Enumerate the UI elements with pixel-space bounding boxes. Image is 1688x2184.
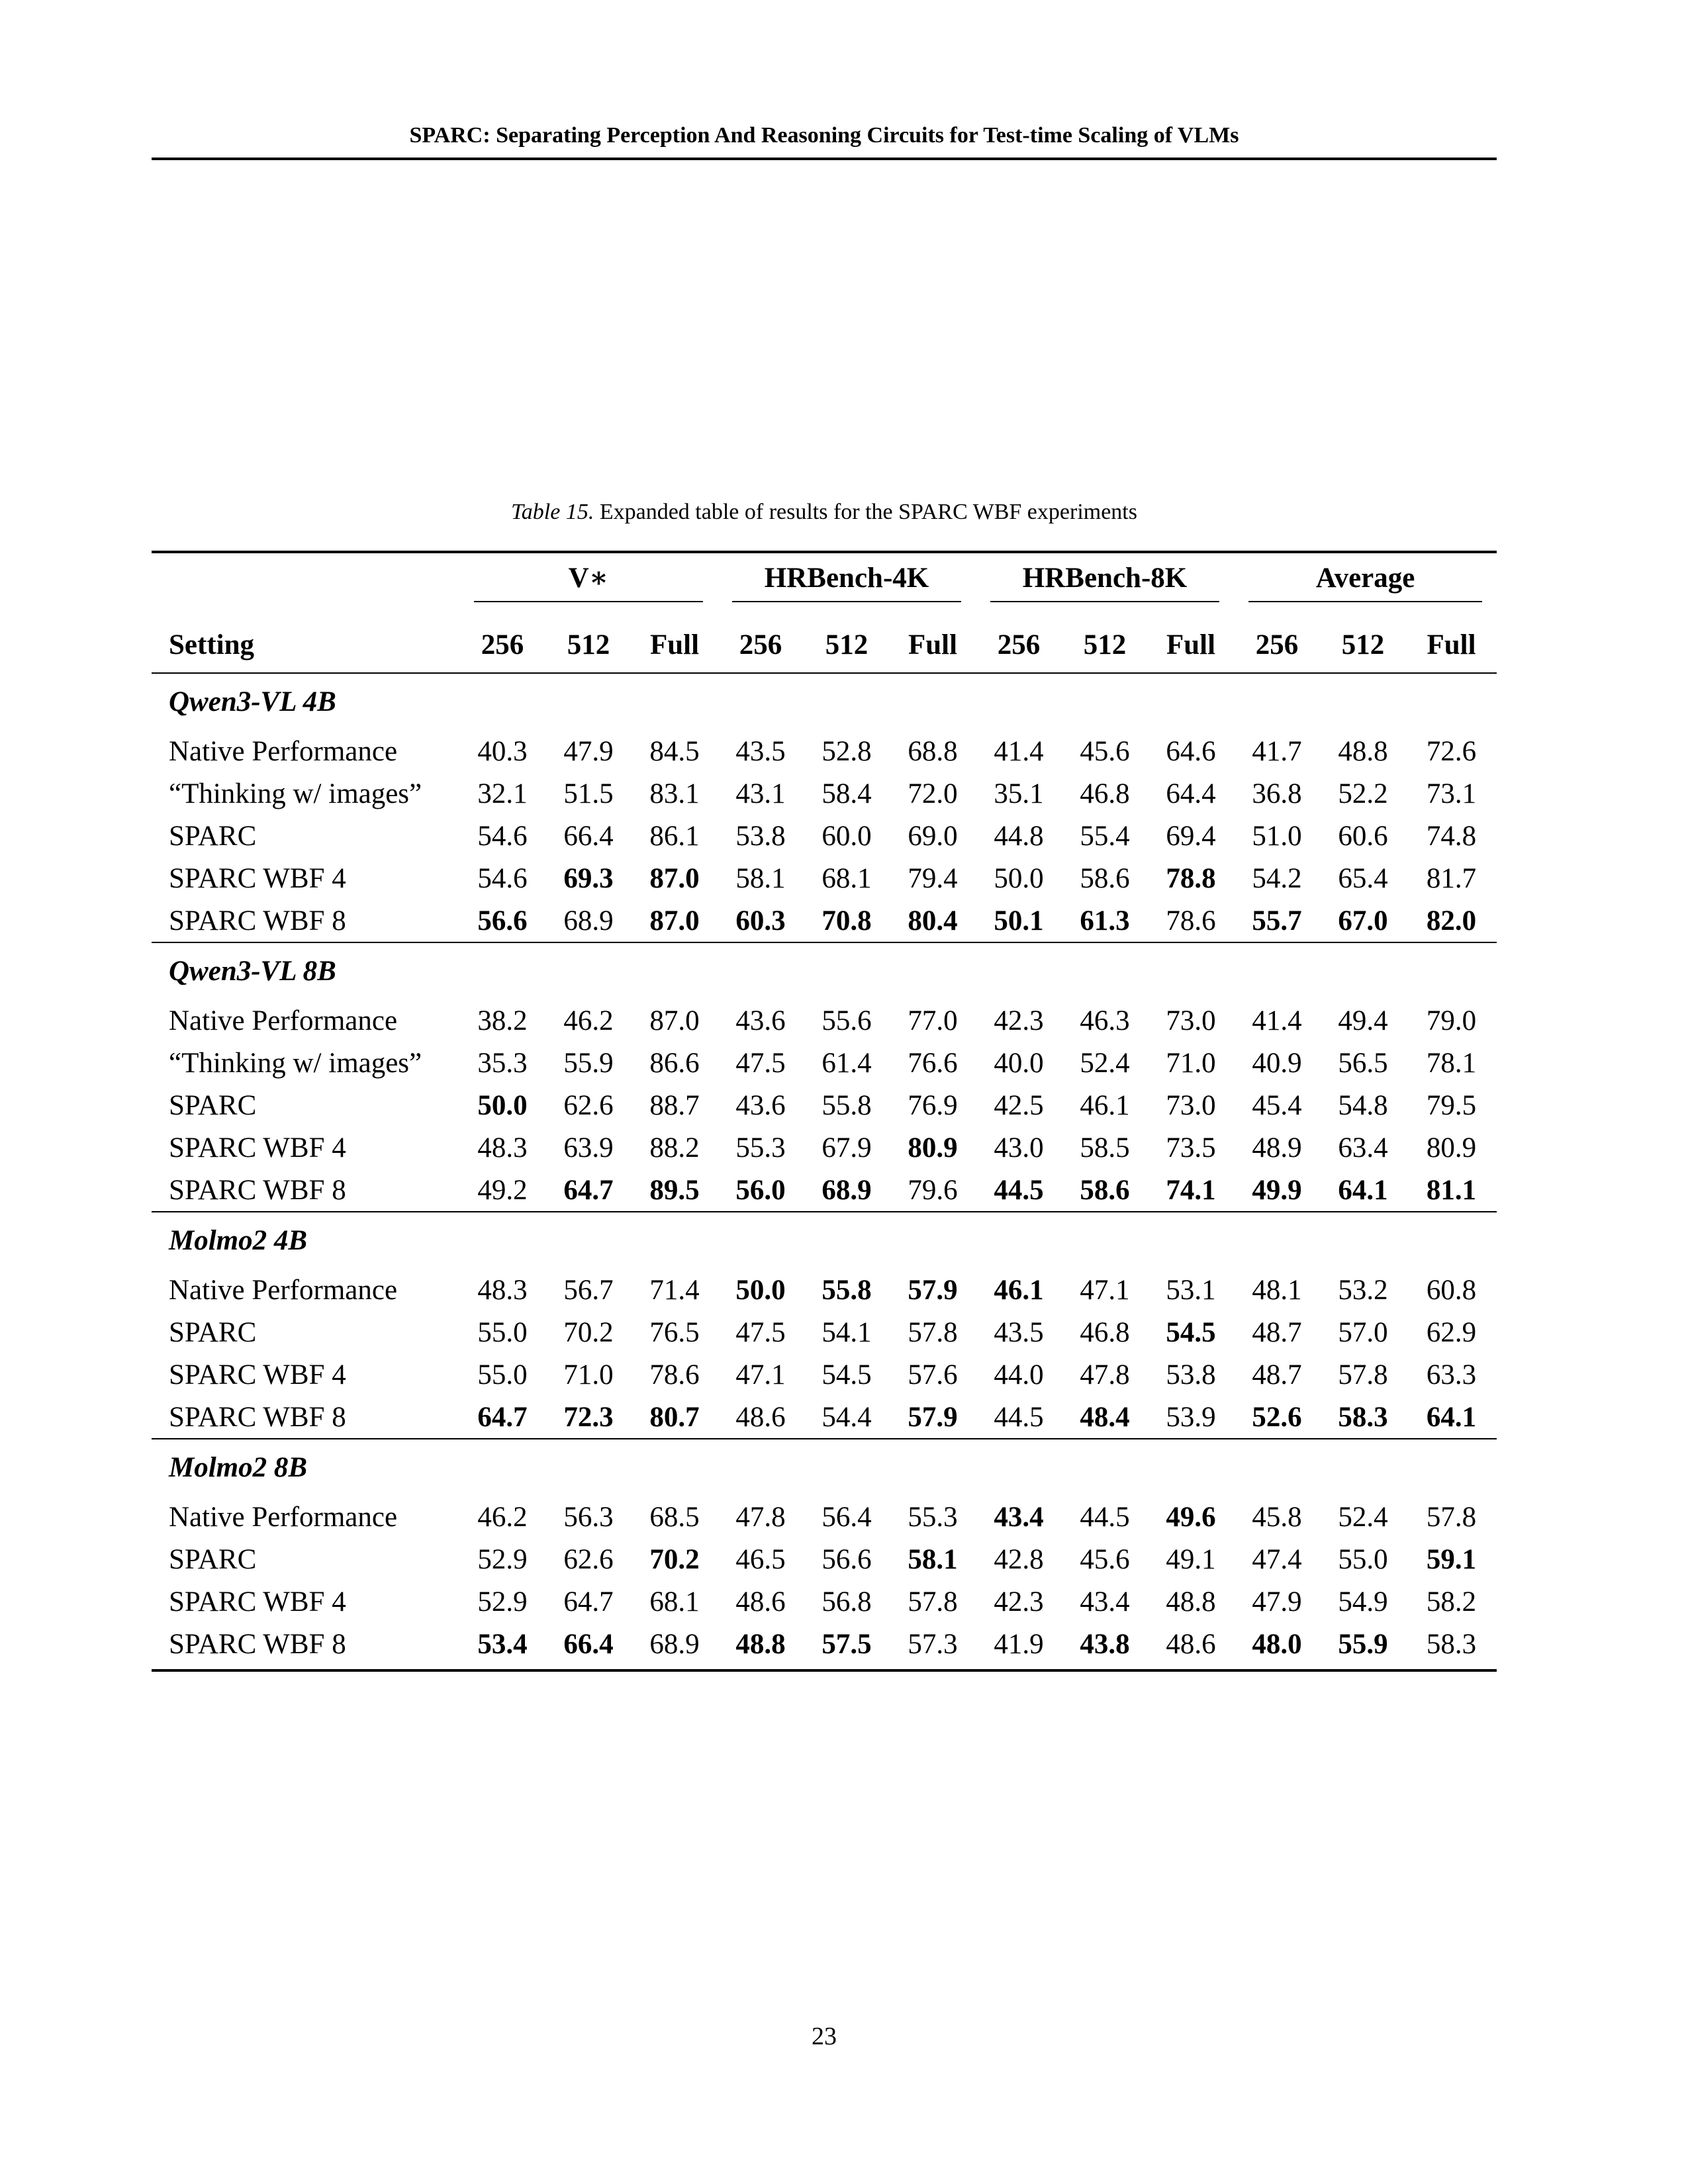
table-cell: 54.5	[1166, 1316, 1216, 1348]
table-cell: 66.4	[545, 1623, 632, 1670]
table-cell: 60.8	[1426, 1274, 1477, 1306]
table-cell: 83.1	[649, 778, 700, 809]
table-cell: 62.9	[1426, 1316, 1477, 1348]
table-cell: 64.7	[563, 1586, 614, 1617]
table-cell: 69.4	[1166, 820, 1216, 852]
table-cell: 46.8	[1080, 778, 1130, 809]
table-cell: 68.9	[821, 1174, 872, 1206]
table-cell: 52.9	[477, 1543, 528, 1575]
table-cell: 87.0	[649, 1005, 700, 1036]
table-cell: 88.7	[649, 1089, 700, 1121]
table-cell: 58.1	[908, 1543, 958, 1575]
table-cell: 52.8	[821, 735, 872, 767]
table-cell: 76.6	[908, 1047, 958, 1079]
table-cell: 67.0	[1338, 905, 1388, 936]
table-cell: 43.5	[735, 735, 786, 767]
table-cell: 48.4	[1080, 1401, 1130, 1433]
table-row	[152, 899, 1497, 942]
section-title: Qwen3-VL 4B	[152, 673, 1497, 730]
table-cell: 44.5	[994, 1401, 1044, 1433]
table-cell: 46.3	[1080, 1005, 1130, 1036]
table-cell: 70.2	[649, 1543, 700, 1575]
table-cell: 69.3	[563, 862, 614, 894]
table-cell: 48.7	[1252, 1359, 1302, 1390]
table-cell: 82.0	[1426, 905, 1477, 936]
table-cell: 63.4	[1338, 1132, 1388, 1163]
table-cell: 56.8	[821, 1586, 872, 1617]
table-cell: 61.3	[1080, 905, 1130, 936]
table-cell: 68.9	[632, 1623, 718, 1670]
table-cell: 47.5	[735, 1047, 786, 1079]
table-cell: 55.0	[477, 1359, 528, 1390]
table-cell: 79.6	[908, 1174, 958, 1206]
table-cell: 32.1	[477, 778, 528, 809]
row-setting-label: SPARC WBF 4	[169, 862, 346, 894]
page-number: 23	[812, 2023, 837, 2050]
table-cell: 70.2	[563, 1316, 614, 1348]
table-row	[152, 1396, 1497, 1439]
table-cell: 69.0	[908, 820, 958, 852]
sub-header: 256	[739, 629, 782, 660]
sub-header: 512	[1083, 629, 1127, 660]
table-cell: 77.0	[908, 1005, 958, 1036]
table-cell: 58.3	[1338, 1401, 1388, 1433]
table-cell: 42.3	[994, 1005, 1044, 1036]
table-cell: 72.0	[908, 778, 958, 809]
table-cell: 64.6	[1166, 735, 1216, 767]
sub-header: 256	[1255, 629, 1299, 660]
table-cell: 54.9	[1338, 1586, 1388, 1617]
table-cell: 68.1	[649, 1586, 700, 1617]
table-cell: 73.1	[1426, 778, 1477, 809]
table-cell: 78.6	[649, 1359, 700, 1390]
table-row	[152, 1311, 1497, 1353]
caption-text: Expanded table of results for the SPARC WBF experiments	[599, 500, 1137, 524]
section-header-row	[152, 1212, 1497, 1269]
table-cell: 43.4	[994, 1501, 1044, 1533]
table-cell: 48.7	[1252, 1316, 1302, 1348]
table-cell: 44.5	[1080, 1501, 1130, 1533]
table-cell: 48.3	[477, 1274, 528, 1306]
table-cell: 71.4	[649, 1274, 700, 1306]
table-cell: 58.1	[735, 862, 786, 894]
table-cell: 42.8	[994, 1543, 1044, 1575]
table-cell: 80.9	[908, 1132, 958, 1163]
section-title: Qwen3-VL 8B	[152, 942, 1497, 999]
row-setting-label: Native Performance	[169, 1501, 398, 1533]
table-cell: 55.8	[821, 1274, 872, 1306]
table-cell: 56.5	[1338, 1047, 1388, 1079]
table-cell: 49.6	[1166, 1501, 1216, 1533]
table-cell: 66.4	[563, 820, 614, 852]
table-cell: 81.1	[1426, 1174, 1477, 1206]
table-cell: 45.6	[1080, 735, 1130, 767]
table-cell: 78.1	[1426, 1047, 1477, 1079]
table-cell: 61.4	[821, 1047, 872, 1079]
table-cell: 42.3	[994, 1586, 1044, 1617]
table-cell: 54.5	[821, 1359, 872, 1390]
table-cell: 36.8	[1252, 778, 1302, 809]
table-cell: 72.6	[1426, 735, 1477, 767]
table-cell: 56.0	[735, 1174, 786, 1206]
table-row	[152, 815, 1497, 857]
table-cell: 84.5	[649, 735, 700, 767]
table-cell: 43.4	[1080, 1586, 1130, 1617]
table-cell: 48.1	[1252, 1274, 1302, 1306]
table-cell: 74.1	[1166, 1174, 1216, 1206]
table-cell: 56.4	[821, 1501, 872, 1533]
sub-header: 512	[1341, 629, 1385, 660]
table-cell: 48.8	[718, 1623, 804, 1670]
table-cell: 48.9	[1252, 1132, 1302, 1163]
results-table	[152, 551, 1497, 1672]
table-cell: 48.8	[1166, 1586, 1216, 1617]
table-cell: 86.1	[649, 820, 700, 852]
table-cell: 46.2	[563, 1005, 614, 1036]
table-cell: 63.3	[1426, 1359, 1477, 1390]
running-header: SPARC: Separating Perception And Reasoning Circuits for Test-time Scaling of VLMs	[409, 123, 1239, 148]
table-cell: 45.4	[1252, 1089, 1302, 1121]
row-setting-label: SPARC WBF 4	[169, 1132, 346, 1163]
group-header-average	[1234, 552, 1497, 617]
table-cell: 49.9	[1252, 1174, 1302, 1206]
table-cell: 47.8	[735, 1501, 786, 1533]
table-cell: 47.9	[1252, 1586, 1302, 1617]
table-cell: 49.1	[1166, 1543, 1216, 1575]
table-cell: 57.9	[908, 1274, 958, 1306]
table-cell: 41.4	[994, 735, 1044, 767]
section-title: Molmo2 4B	[152, 1212, 1497, 1269]
group-header-row	[152, 552, 1497, 617]
row-setting-label: SPARC	[169, 820, 257, 852]
group-header-label: HRBench-4K	[732, 562, 961, 602]
table-cell: 54.4	[821, 1401, 872, 1433]
table-cell: 46.5	[735, 1543, 786, 1575]
table-cell: 68.9	[563, 905, 614, 936]
table-cell: 87.0	[649, 862, 700, 894]
table-row	[152, 1496, 1497, 1538]
table-cell: 46.1	[1080, 1089, 1130, 1121]
table-cell: 52.2	[1338, 778, 1388, 809]
group-header-spacer	[152, 552, 459, 617]
group-header-hrbench8k	[976, 552, 1234, 617]
table-cell: 80.4	[908, 905, 958, 936]
table-cell: 72.3	[563, 1401, 614, 1433]
table-cell: 46.2	[477, 1501, 528, 1533]
table-cell: 79.5	[1426, 1089, 1477, 1121]
table-row	[152, 1538, 1497, 1580]
table-cell: 57.8	[1426, 1501, 1477, 1533]
table-cell: 47.9	[563, 735, 614, 767]
row-setting-label: “Thinking w/ images”	[169, 778, 422, 809]
table-cell: 76.9	[908, 1089, 958, 1121]
table-row	[152, 857, 1497, 899]
table-cell: 80.7	[649, 1401, 700, 1433]
table-cell: 47.5	[735, 1316, 786, 1348]
table-cell: 62.6	[563, 1543, 614, 1575]
table-cell: 50.0	[477, 1089, 528, 1121]
table-cell: 56.6	[821, 1543, 872, 1575]
row-setting-label: SPARC	[169, 1543, 257, 1575]
table-cell: 54.8	[1338, 1089, 1388, 1121]
table-cell: 54.6	[477, 820, 528, 852]
row-setting-label: SPARC WBF 8	[152, 1623, 459, 1670]
table-row	[152, 1623, 1497, 1670]
table-cell: 51.5	[563, 778, 614, 809]
table-cell: 71.0	[1166, 1047, 1216, 1079]
table-cell: 54.2	[1252, 862, 1302, 894]
table-cell: 48.0	[1234, 1623, 1320, 1670]
table-cell: 78.8	[1166, 862, 1216, 894]
table-cell: 64.7	[563, 1174, 614, 1206]
table-cell: 47.1	[1080, 1274, 1130, 1306]
group-header-label: V∗	[474, 561, 703, 602]
table-cell: 79.0	[1426, 1005, 1477, 1036]
table-cell: 47.8	[1080, 1359, 1130, 1390]
table-caption	[152, 500, 1497, 525]
table-cell: 55.0	[1338, 1543, 1388, 1575]
table-cell: 68.5	[649, 1501, 700, 1533]
table-row	[152, 999, 1497, 1042]
table-cell: 44.0	[994, 1359, 1044, 1390]
table-cell: 50.0	[735, 1274, 786, 1306]
table-cell: 55.9	[1320, 1623, 1406, 1670]
row-setting-label: SPARC	[169, 1089, 257, 1121]
table-cell: 43.6	[735, 1005, 786, 1036]
table-cell: 64.1	[1426, 1401, 1477, 1433]
table-cell: 43.1	[735, 778, 786, 809]
sub-header-row	[152, 617, 1497, 673]
table-cell: 68.1	[821, 862, 872, 894]
table-row	[152, 1169, 1497, 1212]
table-cell: 57.5	[804, 1623, 890, 1670]
table-cell: 57.6	[908, 1359, 958, 1390]
table-cell: 57.9	[908, 1401, 958, 1433]
table-cell: 47.4	[1252, 1543, 1302, 1575]
table-cell: 41.9	[976, 1623, 1062, 1670]
table-cell: 55.0	[477, 1316, 528, 1348]
group-header-vstar	[459, 552, 718, 617]
table-cell: 55.3	[735, 1132, 786, 1163]
row-setting-label: Native Performance	[169, 1274, 398, 1306]
table-cell: 47.1	[735, 1359, 786, 1390]
table-cell: 52.9	[477, 1586, 528, 1617]
table-cell: 56.7	[563, 1274, 614, 1306]
table-cell: 46.8	[1080, 1316, 1130, 1348]
table-cell: 63.9	[563, 1132, 614, 1163]
table-cell: 58.2	[1426, 1586, 1477, 1617]
table-cell: 43.8	[1062, 1623, 1148, 1670]
table-row	[152, 1353, 1497, 1396]
table-cell: 88.2	[649, 1132, 700, 1163]
table-cell: 80.9	[1426, 1132, 1477, 1163]
table-cell: 46.1	[994, 1274, 1044, 1306]
table-cell: 44.5	[994, 1174, 1044, 1206]
table-cell: 55.6	[821, 1005, 872, 1036]
row-setting-label: Native Performance	[169, 735, 398, 767]
table-cell: 52.4	[1338, 1501, 1388, 1533]
row-setting-label: SPARC WBF 4	[169, 1586, 346, 1617]
table-cell: 59.1	[1426, 1543, 1477, 1575]
section-title: Molmo2 8B	[152, 1439, 1497, 1496]
table-cell: 53.4	[459, 1623, 545, 1670]
table-cell: 48.6	[735, 1586, 786, 1617]
section-header-row	[152, 942, 1497, 999]
row-setting-label: SPARC WBF 8	[169, 1174, 346, 1206]
table-cell: 62.6	[563, 1089, 614, 1121]
table-cell: 58.5	[1080, 1132, 1130, 1163]
table-cell: 78.6	[1166, 905, 1216, 936]
table-cell: 53.1	[1166, 1274, 1216, 1306]
table-cell: 55.3	[908, 1501, 958, 1533]
table-cell: 54.6	[477, 862, 528, 894]
table-cell: 43.6	[735, 1089, 786, 1121]
table-row	[152, 1580, 1497, 1623]
table-cell: 76.5	[649, 1316, 700, 1348]
table-cell: 45.6	[1080, 1543, 1130, 1575]
table-cell: 42.5	[994, 1089, 1044, 1121]
table-body	[152, 673, 1497, 1670]
table-cell: 58.6	[1080, 862, 1130, 894]
table-cell: 56.6	[477, 905, 528, 936]
table-cell: 49.4	[1338, 1005, 1388, 1036]
table-cell: 48.6	[1148, 1623, 1234, 1670]
table-cell: 60.3	[735, 905, 786, 936]
table-cell: 57.0	[1338, 1316, 1388, 1348]
table-cell: 50.0	[994, 862, 1044, 894]
row-setting-label: SPARC WBF 8	[169, 1401, 346, 1433]
row-setting-label: “Thinking w/ images”	[169, 1047, 422, 1079]
table-cell: 71.0	[563, 1359, 614, 1390]
table-cell: 73.0	[1166, 1089, 1216, 1121]
table-cell: 70.8	[821, 905, 872, 936]
row-setting-label: SPARC WBF 4	[169, 1359, 346, 1390]
sub-header: 512	[825, 629, 868, 660]
table-cell: 68.8	[908, 735, 958, 767]
table-cell: 73.5	[1166, 1132, 1216, 1163]
table-cell: 74.8	[1426, 820, 1477, 852]
table-cell: 43.5	[994, 1316, 1044, 1348]
table-cell: 53.2	[1338, 1274, 1388, 1306]
table-cell: 58.6	[1080, 1174, 1130, 1206]
table-row	[152, 1042, 1497, 1084]
table-cell: 44.8	[994, 820, 1044, 852]
table-cell: 57.8	[1338, 1359, 1388, 1390]
table-cell: 60.0	[821, 820, 872, 852]
table-cell: 41.7	[1252, 735, 1302, 767]
sub-header: Full	[1166, 629, 1216, 660]
table-cell: 52.4	[1080, 1047, 1130, 1079]
table-cell: 53.8	[1166, 1359, 1216, 1390]
row-setting-label: Native Performance	[169, 1005, 398, 1036]
table-cell: 56.3	[563, 1501, 614, 1533]
table-cell: 40.9	[1252, 1047, 1302, 1079]
table-cell: 41.4	[1252, 1005, 1302, 1036]
table-cell: 35.1	[994, 778, 1044, 809]
sub-header: 256	[997, 629, 1041, 660]
table-cell: 55.9	[563, 1047, 614, 1079]
group-header-label: Average	[1248, 562, 1482, 602]
header-rule	[152, 158, 1497, 160]
table-cell: 89.5	[649, 1174, 700, 1206]
table-cell: 57.8	[908, 1316, 958, 1348]
table-cell: 64.7	[477, 1401, 528, 1433]
table-row	[152, 1269, 1497, 1311]
table-cell: 57.3	[890, 1623, 976, 1670]
table-cell: 65.4	[1338, 862, 1388, 894]
table-row	[152, 1126, 1497, 1169]
table-cell: 40.3	[477, 735, 528, 767]
table-cell: 48.3	[477, 1132, 528, 1163]
table-cell: 64.4	[1166, 778, 1216, 809]
section-header-row	[152, 1439, 1497, 1496]
table-cell: 79.4	[908, 862, 958, 894]
table-row	[152, 730, 1497, 772]
table-cell: 58.3	[1406, 1623, 1497, 1670]
table-cell: 52.6	[1252, 1401, 1302, 1433]
caption-label: Table 15.	[511, 500, 594, 524]
table-row	[152, 772, 1497, 815]
sub-header: Full	[649, 629, 700, 660]
table-cell: 55.4	[1080, 820, 1130, 852]
table-cell: 73.0	[1166, 1005, 1216, 1036]
table-cell: 81.7	[1426, 862, 1477, 894]
table-cell: 48.8	[1338, 735, 1388, 767]
table-cell: 45.8	[1252, 1501, 1302, 1533]
table-row	[152, 1084, 1497, 1126]
row-setting-label: SPARC WBF 8	[169, 905, 346, 936]
table-cell: 86.6	[649, 1047, 700, 1079]
table-cell: 87.0	[649, 905, 700, 936]
section-header-row	[152, 673, 1497, 730]
table-cell: 64.1	[1338, 1174, 1388, 1206]
row-setting-label: SPARC	[169, 1316, 257, 1348]
table-cell: 54.1	[821, 1316, 872, 1348]
table-cell: 60.6	[1338, 820, 1388, 852]
setting-header: Setting	[169, 629, 254, 660]
table-cell: 53.8	[735, 820, 786, 852]
table-cell: 48.6	[735, 1401, 786, 1433]
table-cell: 50.1	[994, 905, 1044, 936]
sub-header: 512	[567, 629, 610, 660]
table-cell: 58.4	[821, 778, 872, 809]
sub-header: 256	[481, 629, 524, 660]
table-cell: 35.3	[477, 1047, 528, 1079]
group-header-hrbench4k	[718, 552, 976, 617]
table-cell: 38.2	[477, 1005, 528, 1036]
sub-header: Full	[908, 629, 958, 660]
table-cell: 51.0	[1252, 820, 1302, 852]
group-header-label: HRBench-8K	[990, 562, 1219, 602]
table-cell: 67.9	[821, 1132, 872, 1163]
sub-header: Full	[1427, 629, 1476, 660]
table-cell: 55.8	[821, 1089, 872, 1121]
table-cell: 53.9	[1166, 1401, 1216, 1433]
table-cell: 57.8	[908, 1586, 958, 1617]
table-cell: 55.7	[1252, 905, 1302, 936]
table-cell: 40.0	[994, 1047, 1044, 1079]
table-cell: 43.0	[994, 1132, 1044, 1163]
table-cell: 49.2	[477, 1174, 528, 1206]
